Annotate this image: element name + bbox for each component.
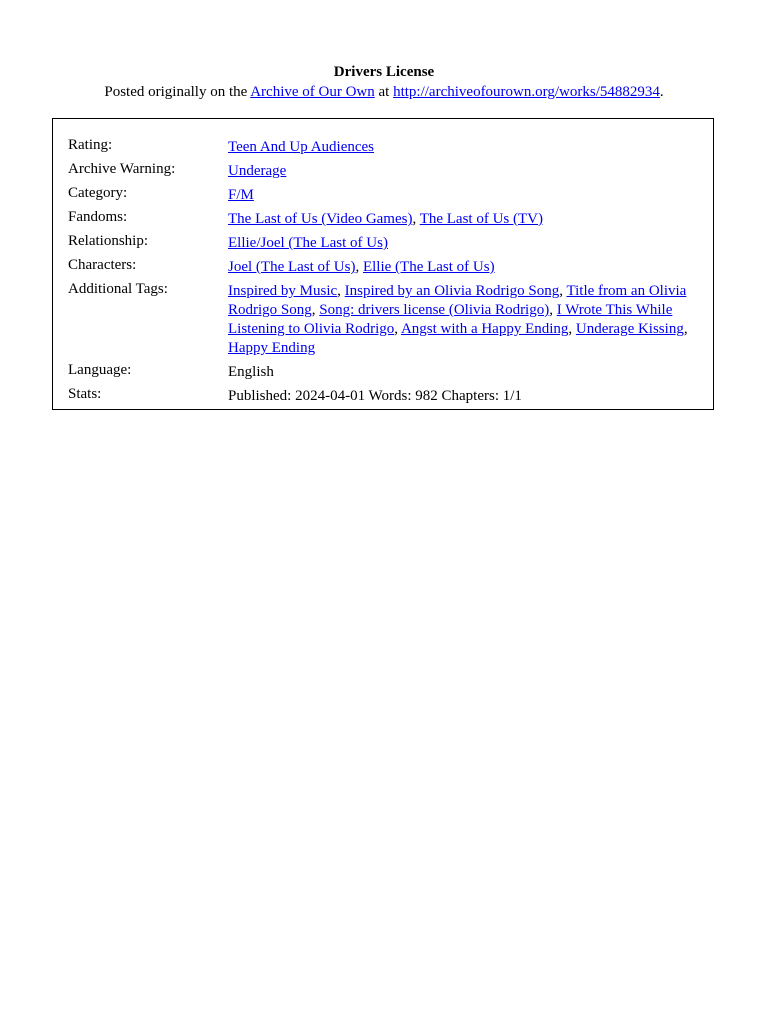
posted-prefix: Posted originally on the	[104, 84, 251, 100]
work-meta-box	[52, 118, 714, 410]
character-link[interactable]: Ellie (The Last of Us)	[362, 259, 495, 275]
meta-row-warning	[68, 160, 698, 184]
characters-label: Characters:	[68, 257, 137, 273]
tag-link[interactable]: Inspired by Music	[228, 283, 338, 299]
meta-row-rating	[68, 136, 698, 160]
tag-link[interactable]: Happy Ending	[228, 340, 316, 356]
relationship-link[interactable]: Ellie/Joel (The Last of Us)	[228, 235, 388, 251]
work-url-link[interactable]: http://archiveofourown.org/works/54882934	[393, 84, 660, 100]
character-link[interactable]: Joel (The Last of Us)	[228, 259, 356, 275]
language-label: Language:	[68, 362, 132, 378]
meta-row-language	[68, 361, 698, 385]
rating-link[interactable]: Teen And Up Audiences	[228, 139, 375, 155]
rating-label: Rating:	[68, 137, 113, 153]
language-value: English	[228, 364, 274, 380]
posted-originally-line	[0, 82, 768, 102]
tag-link[interactable]: Song: drivers license (Olivia Rodrigo)	[319, 302, 550, 318]
relationship-label: Relationship:	[68, 233, 148, 249]
separator: ,	[568, 321, 576, 337]
separator: ,	[549, 302, 557, 318]
fandoms-label: Fandoms:	[68, 209, 128, 225]
separator: ,	[337, 283, 345, 299]
fandom-link[interactable]: The Last of Us (Video Games)	[228, 211, 413, 227]
stats-value: Published: 2024-04-01 Words: 982 Chapters: 1/1	[228, 388, 522, 404]
tag-link[interactable]: Angst with a Happy Ending	[400, 321, 569, 337]
meta-row-characters	[68, 256, 698, 280]
warning-label: Archive Warning:	[68, 161, 176, 177]
tag-link[interactable]: I Wrote This While Listening to Olivia Rodrigo	[228, 302, 673, 337]
warning-link[interactable]: Underage	[228, 163, 287, 179]
separator: ,	[311, 302, 320, 318]
separator: ,	[683, 321, 688, 337]
meta-row-category	[68, 184, 698, 208]
meta-row-relationship	[68, 232, 698, 256]
meta-row-fandoms	[68, 208, 698, 232]
tags-label: Additional Tags:	[68, 281, 168, 297]
fandom-link[interactable]: The Last of Us (TV)	[419, 211, 543, 227]
work-meta-table	[68, 136, 698, 406]
tag-link[interactable]: Inspired by an Olivia Rodrigo Song	[344, 283, 560, 299]
tag-link[interactable]: Underage Kissing	[575, 321, 684, 337]
separator: ,	[394, 321, 401, 337]
work-title: Drivers License	[333, 64, 435, 80]
tag-link[interactable]: Title from an Olivia Rodrigo Song	[228, 283, 687, 318]
separator: ,	[355, 259, 363, 275]
stats-label: Stats:	[68, 386, 102, 402]
posted-suffix: .	[659, 84, 664, 100]
separator: ,	[559, 283, 567, 299]
meta-row-tags	[68, 280, 698, 361]
archive-link[interactable]: Archive of Our Own	[250, 84, 375, 100]
separator: ,	[412, 211, 420, 227]
category-link[interactable]: F/M	[228, 187, 254, 203]
posted-middle: at	[374, 84, 394, 100]
meta-row-stats	[68, 385, 698, 406]
category-label: Category:	[68, 185, 128, 201]
